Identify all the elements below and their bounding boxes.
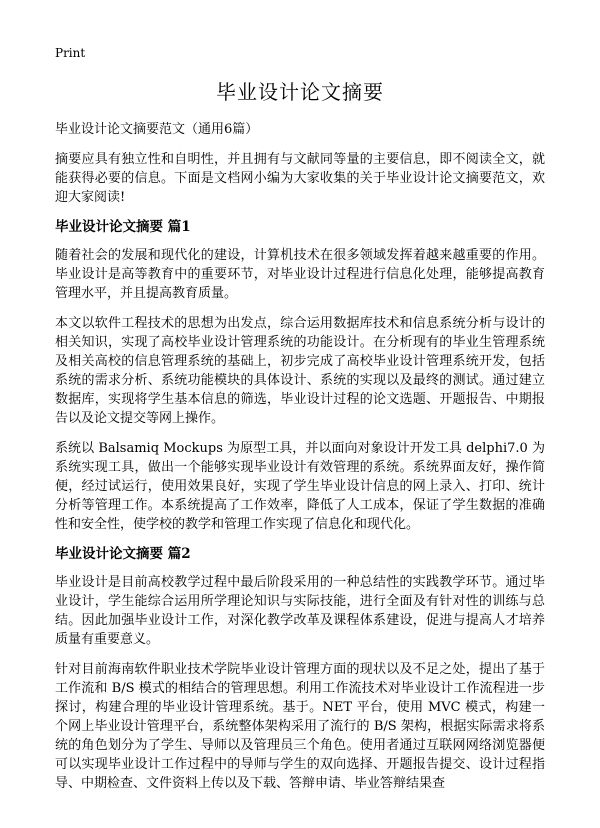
- section-heading-2: 毕业设计论文摘要 篇2: [55, 546, 191, 562]
- document-title: 毕业设计论文摘要: [216, 80, 384, 104]
- section-1-paragraph-2: 本文以软件工程技术的思想为出发点，综合运用数据库技术和信息系统分析与设计的相关知识，实现了高校毕业设计管理系统的功能设计。在分析现有的毕业生管理系统及相关高校的信息管理系统的基础上，初步完成了高校毕业设计管理系统开发，包括系统的需求分析、系统功能模块的具体设计、系统的实现以及最终的测试。通过建立数据库，实现将学生基本信息的筛选，毕业设计过程的论文选题、开题报告、中期报告以及论文提交等网上操作。: [55, 316, 545, 426]
- section-2-paragraph-2: 针对目前海南软件职业技术学院毕业设计管理方面的现状以及不足之处，提出了基于工作流和 B/S 模式的相结合的管理思想。利用工作流技术对毕业设计工作流程进一步探讨，构建合理的毕业设计管理系统。基于。NET 平台，使用 MVC 模式，构建一个网上毕业设计管理平台，系统整体架构采用了流行的 B/S 架构，根据实际需求将系统的角色划分为了学生、导师以及管理员三个角色。使用者通过互联网网络浏览器便可以实现毕业设计工作过程中的导师与学生的双向选择、开题报告提交、设计过程指导、中期检查、文件资料上传以及下载、答辩申请、毕业答辩结果查: [55, 662, 545, 791]
- print-label[interactable]: Print: [55, 46, 86, 60]
- section-1-paragraph-1: 随着社会的发展和现代化的建设，计算机技术在很多领域发挥着越来越重要的作用。毕业设计是高等教育中的重要环节，对毕业设计过程进行信息化处理，能够提高教育管理水平，并且提高教育质量。: [55, 248, 545, 301]
- document-subtitle: 毕业设计论文摘要范文（通用6篇）: [55, 122, 259, 137]
- section-heading-1: 毕业设计论文摘要 篇1: [55, 219, 191, 235]
- section-1-paragraph-3: 系统以 Balsamiq Mockups 为原型工具，并以面向对象设计开发工具 delphi7.0 为系统实现工具，做出一个能够实现毕业设计有效管理的系统。系统界面友好，操作简便，经过试运行，使用效果良好，实现了学生毕业设计信息的网上录入、打印、统计分析等管理工作。本系统提高了工作效率，降低了人工成本，保证了学生数据的准确性和安全性，使学校的教学和管理工作实现了信息化和现代化。: [55, 441, 545, 532]
- section-2-paragraph-1: 毕业设计是目前高校教学过程中最后阶段采用的一种总结性的实践教学环节。通过毕业设计，学生能综合运用所学理论知识与实际技能，进行全面及有针对性的训练与总结。因此加强毕业设计工作，对深化教学改革及课程体系建设，促进与提高人才培养质量有重要意义。: [55, 575, 545, 647]
- intro-paragraph: 摘要应具有独立性和自明性，并且拥有与文献同等量的主要信息，即不阅读全文，就能获得必要的信息。下面是文档网小编为大家收集的关于毕业设计论文摘要范文，欢迎大家阅读!: [55, 152, 545, 205]
